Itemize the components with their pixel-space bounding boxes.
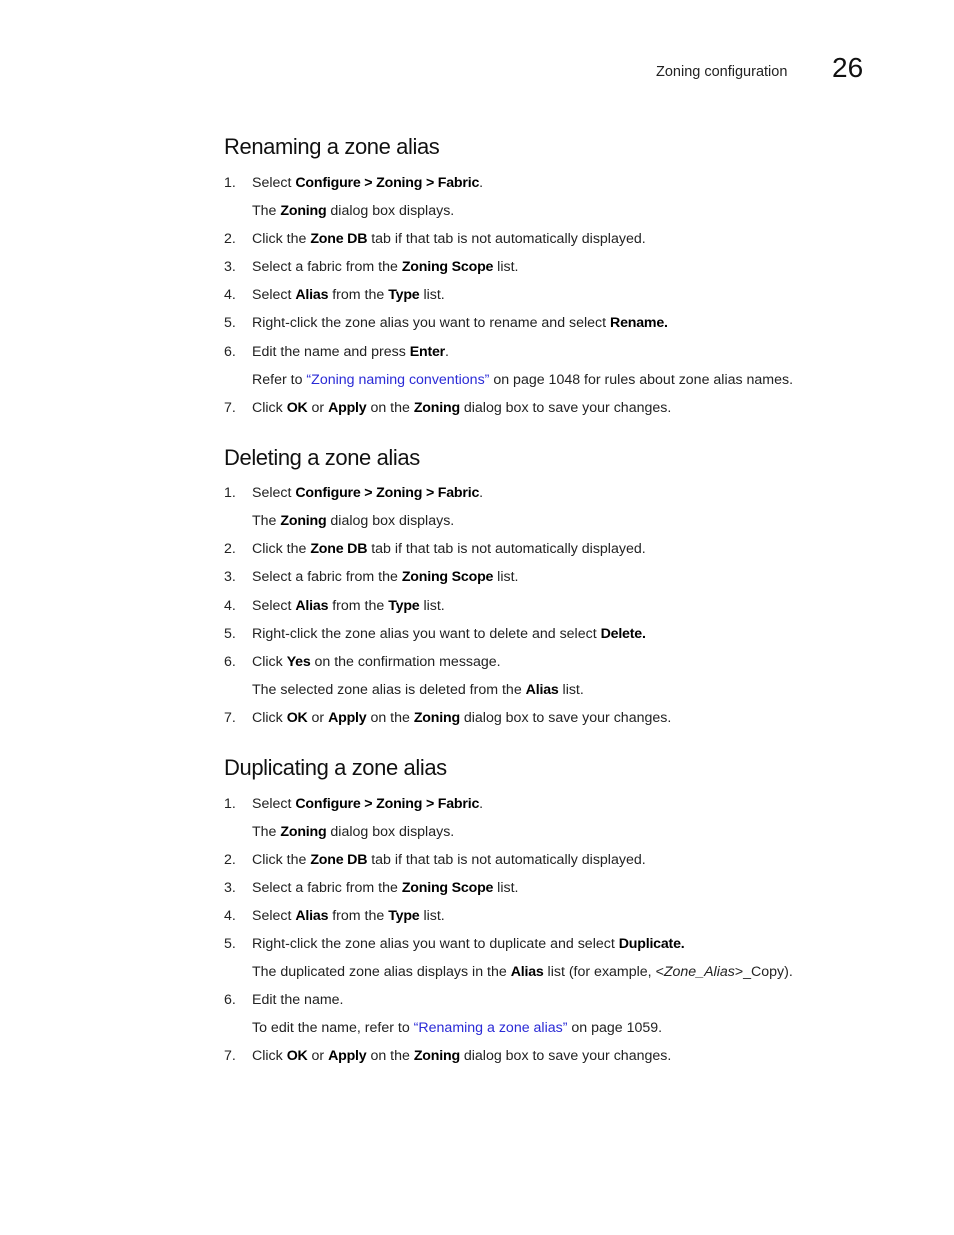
text-run: dialog box to save your changes. [459, 1048, 672, 1064]
text-run: dialog box to save your changes. [459, 710, 672, 726]
step-text [252, 258, 518, 276]
ui-term: Zoning [280, 513, 327, 529]
text-run: Click [252, 710, 287, 726]
step-text [252, 625, 646, 643]
ui-term: Type [388, 598, 420, 614]
step-text [252, 709, 671, 727]
step-number: 5. [224, 315, 236, 331]
ui-term: Zoning Scope [401, 880, 494, 896]
step-text [252, 963, 793, 981]
step-text [252, 1019, 662, 1037]
ui-term: Apply [328, 1048, 367, 1064]
text-run: Select [252, 485, 296, 501]
step-text [252, 484, 483, 502]
step-number: 5. [224, 626, 236, 642]
text-run: Select [252, 175, 296, 191]
text-run: . [479, 175, 484, 191]
ui-term: Zone DB [310, 231, 368, 247]
ui-term: Configure > Zoning > Fabric [295, 485, 480, 501]
text-run: Click the [252, 231, 311, 247]
step-text [252, 202, 454, 220]
step-text [252, 991, 344, 1009]
ui-term: Yes [286, 654, 311, 670]
step-text [252, 286, 445, 304]
step-text [252, 879, 518, 897]
cross-reference-link[interactable]: “Zoning naming conventions” [306, 372, 490, 388]
text-run: The [252, 203, 281, 219]
section-heading: Renaming a zone alias [224, 134, 440, 159]
ui-term: OK [286, 710, 308, 726]
text-run: list. [419, 598, 445, 614]
step-text [252, 935, 685, 953]
text-run: Right-click the zone alias you want to delete and select [252, 626, 601, 642]
step-number: 6. [224, 344, 236, 360]
step-text [252, 907, 445, 925]
text-run: Select a fabric from the [252, 880, 402, 896]
step-number: 3. [224, 259, 236, 275]
step-text [252, 314, 668, 332]
text-run: dialog box displays. [326, 513, 455, 529]
ui-term: Type [388, 287, 420, 303]
step-number: 4. [224, 598, 236, 614]
text-run: Right-click the zone alias you want to duplicate and select [252, 936, 619, 952]
text-run: The selected zone alias is deleted from the [252, 682, 526, 698]
text-run: from the [328, 598, 389, 614]
step-text [252, 540, 646, 558]
text-run: from the [328, 908, 389, 924]
text-run: list. [419, 287, 445, 303]
text-run: Right-click the zone alias you want to rename and select [252, 315, 611, 331]
ui-term: OK [286, 1048, 308, 1064]
step-number: 1. [224, 175, 236, 191]
ui-term: Zoning [413, 1048, 460, 1064]
text-run: list. [493, 259, 519, 275]
text-run: on the [366, 710, 414, 726]
text-run: dialog box displays. [326, 824, 455, 840]
ui-term: Enter [409, 344, 445, 360]
ui-term: Zone DB [310, 541, 368, 557]
ui-term: Alias [295, 908, 329, 924]
ui-term: Type [388, 908, 420, 924]
step-text [252, 681, 584, 699]
text-run: Select [252, 598, 296, 614]
text-run: on page 1048 for rules about zone alias names. [489, 372, 794, 388]
step-text [252, 597, 445, 615]
text-run: list. [493, 880, 519, 896]
ui-term: Delete. [600, 626, 646, 642]
text-run: on the [366, 400, 414, 416]
text-run: To edit the name, refer to [252, 1020, 414, 1036]
step-text [252, 568, 518, 586]
ui-term: Apply [328, 710, 367, 726]
text-run: Click [252, 400, 287, 416]
step-text [252, 795, 483, 813]
text-run: Click [252, 1048, 287, 1064]
cross-reference-link[interactable]: “Renaming a zone alias” [413, 1020, 568, 1036]
step-text [252, 399, 671, 417]
text-run: . [479, 485, 484, 501]
step-text [252, 1047, 671, 1065]
text-run: on the confirmation message. [310, 654, 501, 670]
step-number: 4. [224, 287, 236, 303]
text-run: or [307, 710, 329, 726]
text-run: Select [252, 796, 296, 812]
text-run: from the [328, 287, 389, 303]
step-text [252, 512, 454, 530]
ui-term: Zone DB [310, 852, 368, 868]
ui-term: Zoning Scope [401, 259, 494, 275]
ui-term: Configure > Zoning > Fabric [295, 175, 480, 191]
step-number: 1. [224, 485, 236, 501]
text-run: on page 1059. [567, 1020, 663, 1036]
ui-term: Configure > Zoning > Fabric [295, 796, 480, 812]
step-number: 7. [224, 400, 236, 416]
step-number: 2. [224, 541, 236, 557]
ui-term: Zoning [280, 824, 327, 840]
text-run: . [479, 796, 484, 812]
ui-term: Apply [328, 400, 367, 416]
chapter-number: 26 [832, 52, 864, 83]
text-run: dialog box to save your changes. [459, 400, 672, 416]
text-run: tab if that tab is not automatically displayed. [367, 541, 646, 557]
ui-term: Zoning [280, 203, 327, 219]
ui-term: Zoning [413, 710, 460, 726]
step-text [252, 230, 646, 248]
text-run: list. [493, 569, 519, 585]
text-run: or [307, 400, 329, 416]
text-run: The [252, 824, 281, 840]
ui-term: OK [286, 400, 308, 416]
step-text [252, 371, 793, 389]
text-run: Click [252, 654, 287, 670]
ui-term: Alias [295, 287, 329, 303]
step-text [252, 653, 501, 671]
section-heading: Duplicating a zone alias [224, 755, 447, 780]
ui-term: Alias [295, 598, 329, 614]
section-heading: Deleting a zone alias [224, 445, 420, 470]
text-run: The [252, 513, 281, 529]
text-run: tab if that tab is not automatically displayed. [367, 852, 646, 868]
step-text [252, 174, 483, 192]
ui-term: Alias [525, 682, 559, 698]
step-number: 2. [224, 852, 236, 868]
text-run: Click the [252, 852, 311, 868]
text-run: list. [419, 908, 445, 924]
text-run: Select [252, 908, 296, 924]
step-number: 6. [224, 992, 236, 1008]
step-number: 3. [224, 880, 236, 896]
text-run: Select a fabric from the [252, 259, 402, 275]
step-number: 1. [224, 796, 236, 812]
ui-term: Alias [510, 964, 544, 980]
ui-term: Rename. [610, 315, 668, 331]
placeholder-term: Zone_Alias [663, 964, 735, 980]
step-number: 7. [224, 1048, 236, 1064]
step-text [252, 851, 646, 869]
text-run: Click the [252, 541, 311, 557]
text-run: . [445, 344, 449, 360]
step-number: 3. [224, 569, 236, 585]
step-number: 5. [224, 936, 236, 952]
text-run: on the [366, 1048, 414, 1064]
text-run: The duplicated zone alias displays in the [252, 964, 511, 980]
ui-term: Duplicate. [618, 936, 685, 952]
text-run: Select a fabric from the [252, 569, 402, 585]
text-run: Select [252, 287, 296, 303]
text-run: or [307, 1048, 329, 1064]
text-run: list. [558, 682, 584, 698]
step-text [252, 343, 449, 361]
text-run: Refer to [252, 372, 307, 388]
running-header: Zoning configuration [656, 64, 788, 80]
text-run: tab if that tab is not automatically displayed. [367, 231, 646, 247]
ui-term: Zoning Scope [401, 569, 494, 585]
text-run: Edit the name and press [252, 344, 410, 360]
step-number: 4. [224, 908, 236, 924]
text-run: list (for example, < [543, 964, 664, 980]
ui-term: Zoning [413, 400, 460, 416]
text-run: >_Copy). [734, 964, 793, 980]
text-run: dialog box displays. [326, 203, 455, 219]
step-text [252, 823, 454, 841]
step-number: 6. [224, 654, 236, 670]
step-number: 2. [224, 231, 236, 247]
text-run: Edit the name. [252, 992, 344, 1008]
step-number: 7. [224, 710, 236, 726]
